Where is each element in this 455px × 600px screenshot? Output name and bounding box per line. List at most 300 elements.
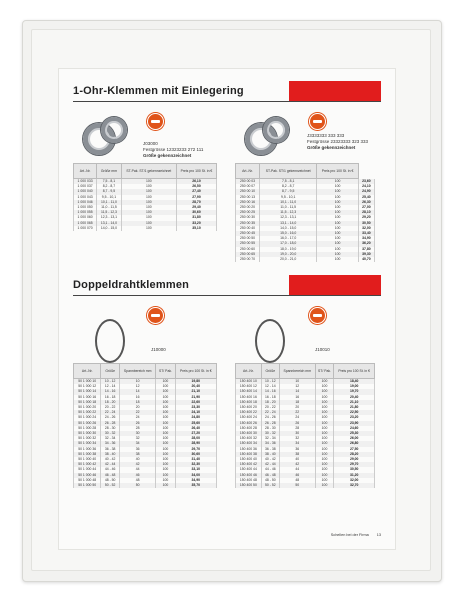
table-cell: 100 [156,405,175,410]
table-cell: 50 1 000 44 [74,467,101,472]
table-cell: 100 [317,184,359,189]
section-rule [73,101,381,102]
table-cell: 100 [121,221,176,226]
table-cell: 12 - 14 [261,384,279,389]
table-cell: 50 1 000 14 [74,389,101,394]
table-cell: 100 [156,457,175,462]
table-cell: 100 [121,210,176,215]
table-cell: 100 [317,200,359,205]
table-cell: 1 000 033 [74,179,97,185]
table-cell: 50 1 000 40 [74,457,101,462]
table-cell: 15,0 - 16,0 [260,231,317,236]
table-cell: 26 [119,421,155,426]
table-cell: 48 [119,478,155,483]
table-cell: 28 - 30 [261,426,279,431]
table-cell: 100 [315,473,334,478]
table-cell: 7,5 - 8,1 [260,179,317,185]
brand-logo-icon [309,307,326,324]
table-cell: 1 000 046 [74,200,97,205]
table-cell: 100 [317,226,359,231]
table-cell: 30 [119,431,155,436]
table-cell: 100 [121,195,176,200]
table-cell: 10 [119,379,155,385]
table-cell: 46 [119,473,155,478]
table-cell: 100 [156,447,175,452]
table-cell: 100 [156,436,175,441]
table-cell: 30,60 [175,452,216,457]
table-cell: 9,5 - 10,1 [97,195,122,200]
table-cell: 34 [279,441,315,446]
table-cell: 12,3 - 13,1 [97,215,122,220]
table-cell: 250 00 16 [236,200,260,205]
table-cell: 30,50 [358,221,374,226]
table-cell: 50 1 000 18 [74,400,101,405]
wire-clamp-image [95,319,125,363]
table-row [74,226,217,231]
table-cell: 1 000 037 [74,184,97,189]
table-cell: 48 - 50 [101,478,120,483]
table-cell: 100 [121,179,176,185]
table-cell: 100 [315,436,334,441]
table-cell: 100 [315,467,334,472]
column-header: Größe [101,364,120,379]
table-cell: 1 000 043 [74,195,97,200]
table-cell: 50 1 000 46 [74,473,101,478]
table-cell: 10 [279,379,315,385]
table-cell: 40 [119,457,155,462]
table-cell: 13,1 - 14,0 [97,221,122,226]
table-cell: 36,20 [358,241,374,246]
table-cell: 50 1 000 24 [74,415,101,420]
table-cell: 150 400 50 [236,483,262,488]
table-cell: 12 - 14 [101,384,120,389]
table-cell: 100 [156,410,175,415]
table-cell: 250 00 30 [236,215,260,220]
column-header: Spannbereich mm [279,364,315,379]
table-cell: 25,60 [175,421,216,426]
table-cell: 100 [317,215,359,220]
table-cell: 35,70 [175,483,216,488]
table-cell: 16 - 18 [261,395,279,400]
table-cell: 100 [121,200,176,205]
table-cell: 38 [119,452,155,457]
table-cell: 150 400 42 [236,462,262,467]
table-cell: 26,00 [334,436,375,441]
table-cell: 28 [119,426,155,431]
column-header: Art.-Nr. [74,164,97,179]
table-cell: 36 [119,447,155,452]
table-cell: 9,5 - 10,1 [260,195,317,200]
table-cell: 30 - 32 [101,431,120,436]
table-cell: 150 400 36 [236,447,262,452]
table-cell: 34 - 36 [261,441,279,446]
table-cell: 100 [121,215,176,220]
table-cell: 26 - 28 [261,421,279,426]
table-row [236,483,375,488]
table-cell: 33,10 [175,467,216,472]
table-cell: 32,30 [175,462,216,467]
table-cell: 16 [119,395,155,400]
table-cell: 26,40 [175,426,216,431]
table-cell: 1 000 055 [74,210,97,215]
table-cell: 100 [315,457,334,462]
table-cell: 1 000 060 [74,215,97,220]
table-cell: 1 000 050 [74,205,97,210]
table-cell: 21,90 [175,395,216,400]
table-cell: 27,00 [358,205,374,210]
table-cell: 14,0 - 15,0 [97,226,122,231]
table-cell: 14 - 16 [261,389,279,394]
table-cell: 27,90 [176,195,216,200]
table-cell: 25,30 [334,431,375,436]
table-cell: 24 [279,415,315,420]
table-cell: 100 [317,205,359,210]
table-cell: 12 [279,384,315,389]
table-cell: 100 [156,421,175,426]
table-cell: 11,0 - 11,5 [97,205,122,210]
section-ear-clamps [73,85,381,285]
table-cell: 26,10 [176,179,216,185]
table-cell: 50 1 000 26 [74,421,101,426]
table-cell: 32 [119,436,155,441]
table-cell: 37,80 [358,247,374,252]
table-cell: 250 00 03 [236,179,260,185]
table-cell: 42 - 44 [101,462,120,467]
table-cell: 10,1 - 11,0 [260,200,317,205]
table-cell: 26 [279,421,315,426]
table-cell: 46 - 48 [261,473,279,478]
table-cell: 16 - 18 [101,395,120,400]
table-cell: 50 1 000 50 [74,483,101,488]
table-cell: 1 000 065 [74,221,97,226]
table-cell: 28,00 [175,436,216,441]
table-cell: 20 - 22 [261,405,279,410]
table-cell: 29,70 [334,462,375,467]
table-cell: 28,70 [176,200,216,205]
table-cell: 100 [315,379,334,385]
table-cell: 150 400 34 [236,441,262,446]
table-cell: 46 - 48 [101,473,120,478]
table-cell: 26,50 [176,184,216,189]
table-cell: 11,5 - 12,3 [260,210,317,215]
table-cell: 100 [317,221,359,226]
table-cell: 19,0 - 20,0 [260,252,317,257]
price-table-d [235,363,375,488]
table-cell: 50 1 000 16 [74,395,101,400]
table-cell: 24,10 [175,410,216,415]
table-cell: 24,80 [175,415,216,420]
brand-logo-icon [309,113,326,130]
table-cell: 50 1 000 38 [74,452,101,457]
table-cell: 27,40 [176,189,216,194]
table-cell: 44 - 46 [101,467,120,472]
column-header: ST/ Pak. [156,364,175,379]
section-rule [73,295,381,296]
table-cell: 32 - 34 [261,436,279,441]
table-cell: 100 [315,384,334,389]
table-cell: 150 400 10 [236,379,262,385]
table-cell: 26,30 [358,200,374,205]
table-cell: 50 1 000 20 [74,405,101,410]
table-cell: 100 [156,389,175,394]
table-cell: 14 [279,389,315,394]
table-cell: 24,10 [358,184,374,189]
table-cell: 34,00 [175,473,216,478]
table-cell: 27,20 [175,431,216,436]
table-cell: 100 [156,483,175,488]
table-cell: 100 [315,441,334,446]
table-cell: 50 1 000 32 [74,436,101,441]
table-row [74,483,217,488]
table-cell: 27,50 [334,447,375,452]
table-cell: 100 [121,226,176,231]
catalog-page [58,68,396,550]
table-cell: 100 [315,431,334,436]
column-header: Preis pro 100 St. in € [175,364,216,379]
table-cell: 29,20 [358,215,374,220]
table-cell: 100 [315,483,334,488]
table-cell: 14,0 - 15,0 [260,226,317,231]
table-cell: 19,00 [334,384,375,389]
table-cell: 33,20 [176,221,216,226]
table-cell: 1 000 040 [74,189,97,194]
page-footer [331,533,381,537]
table-cell: 50 - 52 [261,483,279,488]
product-code-c: J10000 [151,347,166,352]
table-cell: 100 [315,400,334,405]
table-cell: 150 400 22 [236,410,262,415]
table-cell: 39,30 [358,252,374,257]
table-cell: 26 - 28 [101,421,120,426]
table-cell: 50 1 000 34 [74,441,101,446]
table-cell: 28,10 [358,210,374,215]
table-cell: 8,7 - 9,5 [97,189,122,194]
table-cell: 44 [279,467,315,472]
table-cell: 22 [279,410,315,415]
table-cell: 12 [119,384,155,389]
table-cell: 24 [119,415,155,420]
table-cell: 100 [317,179,359,185]
table-cell: 150 400 40 [236,457,262,462]
table-header-row [74,364,217,379]
table-cell: 100 [156,400,175,405]
table-cell: 50 [119,483,155,488]
table-cell: 22,60 [175,400,216,405]
column-header: Art.-Nr. [236,364,262,379]
table-cell: 16 [279,395,315,400]
brand-logo-icon [147,113,164,130]
table-cell: 28 - 30 [101,426,120,431]
table-cell: 100 [156,395,175,400]
table-cell: 34,90 [175,478,216,483]
table-cell: 250 00 55 [236,241,260,246]
column-header: Größe [261,364,279,379]
section-double-wire-clamps [73,279,381,529]
table-cell: 22,50 [334,410,375,415]
table-cell: 8,2 - 8,7 [260,184,317,189]
table-cell: 28 [279,426,315,431]
table-cell: 24 - 26 [261,415,279,420]
table-cell: 28,90 [175,441,216,446]
table-cell: 150 400 16 [236,395,262,400]
table-cell: 50 1 000 12 [74,384,101,389]
table-cell: 100 [156,473,175,478]
table-cell: 40 [279,457,315,462]
table-cell: 100 [317,257,359,262]
product-code-d: J10010 [315,347,330,352]
table-cell: 250 00 25 [236,210,260,215]
table-cell: 150 400 44 [236,467,262,472]
table-cell: 21,80 [334,405,375,410]
table-cell: 8,7 - 9,5 [260,189,317,194]
table-cell: 36 - 38 [101,447,120,452]
table-cell: 250 00 40 [236,226,260,231]
footer-text: Schellen bei der Firma [330,533,369,537]
table-cell: 100 [121,184,176,189]
table-cell: 50 1 000 30 [74,431,101,436]
table-cell: 100 [156,441,175,446]
table-cell: 20,40 [334,395,375,400]
table-cell: 32 - 34 [101,436,120,441]
section-title: 1-Ohr-Klemmen mit Einlegering [73,85,244,97]
table-cell: 100 [317,210,359,215]
wire-clamp-image [255,319,285,363]
table-cell: 32 [279,436,315,441]
table-cell: 31,20 [334,473,375,478]
table-cell: 34,90 [358,236,374,241]
table-cell: 100 [317,236,359,241]
table-cell: 100 [156,431,175,436]
column-header: Größe mm [97,164,122,179]
table-cell: 13,1 - 14,0 [260,221,317,226]
table-cell: 100 [317,252,359,257]
table-cell: 14 - 16 [101,389,120,394]
table-cell: 100 [315,395,334,400]
table-cell: 100 [121,205,176,210]
table-cell: 150 400 18 [236,400,262,405]
table-cell: 31,40 [175,457,216,462]
table-cell: 100 [315,447,334,452]
table-cell: 10 - 12 [261,379,279,385]
table-cell: 10 - 12 [101,379,120,385]
table-cell: 100 [315,410,334,415]
table-cell: 42 - 44 [261,462,279,467]
red-header-bar [289,275,381,295]
table-cell: 22 [119,410,155,415]
column-header: Preis pro 100 St. in € [334,364,375,379]
table-cell: 100 [156,462,175,467]
table-cell: 250 00 10 [236,189,260,194]
table-cell: 40 - 42 [101,457,120,462]
table-cell: 42 [119,462,155,467]
table-cell: 26,80 [334,441,375,446]
table-cell: 18 - 20 [261,400,279,405]
column-header: ST-Pak. ST/1 gekennzeichnet [121,164,176,179]
table-cell: 150 400 46 [236,473,262,478]
table-cell: 28,20 [334,452,375,457]
column-header: Preis pro 100 St. in € [317,164,359,179]
table-cell: 100 [315,405,334,410]
table-cell: 33,40 [358,231,374,236]
table-cell: 150 400 24 [236,415,262,420]
table-cell: 14 [119,389,155,394]
table-cell: 18 [119,400,155,405]
table-cell: 35,10 [176,226,216,231]
table-cell: 100 [317,231,359,236]
table-cell: 100 [156,426,175,431]
table-cell: 50 1 000 10 [74,379,101,385]
table-cell: 30,50 [334,467,375,472]
table-cell: 50 [279,483,315,488]
table-cell: 23,20 [334,415,375,420]
table-cell: 38 [279,452,315,457]
table-header-row [74,164,217,179]
table-cell: 22 - 24 [261,410,279,415]
table-cell: 10,1 - 11,0 [97,200,122,205]
table-cell: 18,40 [334,379,375,385]
price-table-b [235,163,375,262]
table-cell: 21,10 [334,400,375,405]
table-cell: 30,60 [176,210,216,215]
table-cell: 44 [119,467,155,472]
table-cell: 100 [317,247,359,252]
table-cell: 50 1 000 42 [74,462,101,467]
table-cell: 250 00 13 [236,195,260,200]
column-header: Preis pro 100 St. in € [176,164,216,179]
table-cell: 42 [279,462,315,467]
table-cell: 38 - 40 [261,452,279,457]
table-cell: 150 400 14 [236,389,262,394]
table-cell: 100 [315,478,334,483]
table-cell: 250 00 70 [236,257,260,262]
table-cell: 100 [315,389,334,394]
column-header: ST/ Pak. [315,364,334,379]
table-cell: 1 000 070 [74,226,97,231]
column-header: ST-Pak. ST/1 gekennzeichnet [260,164,317,179]
table-cell: 48 - 50 [261,478,279,483]
table-cell: 20 [119,405,155,410]
table-cell: 20,0 - 21,0 [260,257,317,262]
table-cell: 250 00 50 [236,236,260,241]
table-cell: 30 [279,431,315,436]
table-cell: 150 400 30 [236,431,262,436]
table-cell: 36 [279,447,315,452]
table-cell: 23,90 [334,421,375,426]
page-number: 13 [376,533,381,537]
table-cell: 150 400 32 [236,436,262,441]
table-cell: 100 [317,189,359,194]
table-cell: 250 00 20 [236,205,260,210]
table-cell: 24 - 26 [101,415,120,420]
table-cell: 19,70 [334,389,375,394]
table-cell: 46 [279,473,315,478]
table-cell: 17,0 - 18,0 [260,241,317,246]
table-cell: 38 - 40 [101,452,120,457]
table-cell: 100 [121,189,176,194]
table-cell: 150 400 28 [236,426,262,431]
table-cell: 48 [279,478,315,483]
table-cell: 100 [156,379,175,385]
table-cell: 250 00 45 [236,231,260,236]
column-header: Art.-Nr. [236,164,260,179]
table-cell: 40,70 [358,257,374,262]
table-cell: 32,70 [334,483,375,488]
table-cell: 36 - 38 [261,447,279,452]
table-cell: 100 [315,452,334,457]
table-cell: 250 00 65 [236,252,260,257]
table-cell: 100 [315,426,334,431]
table-cell: 40 - 42 [261,457,279,462]
